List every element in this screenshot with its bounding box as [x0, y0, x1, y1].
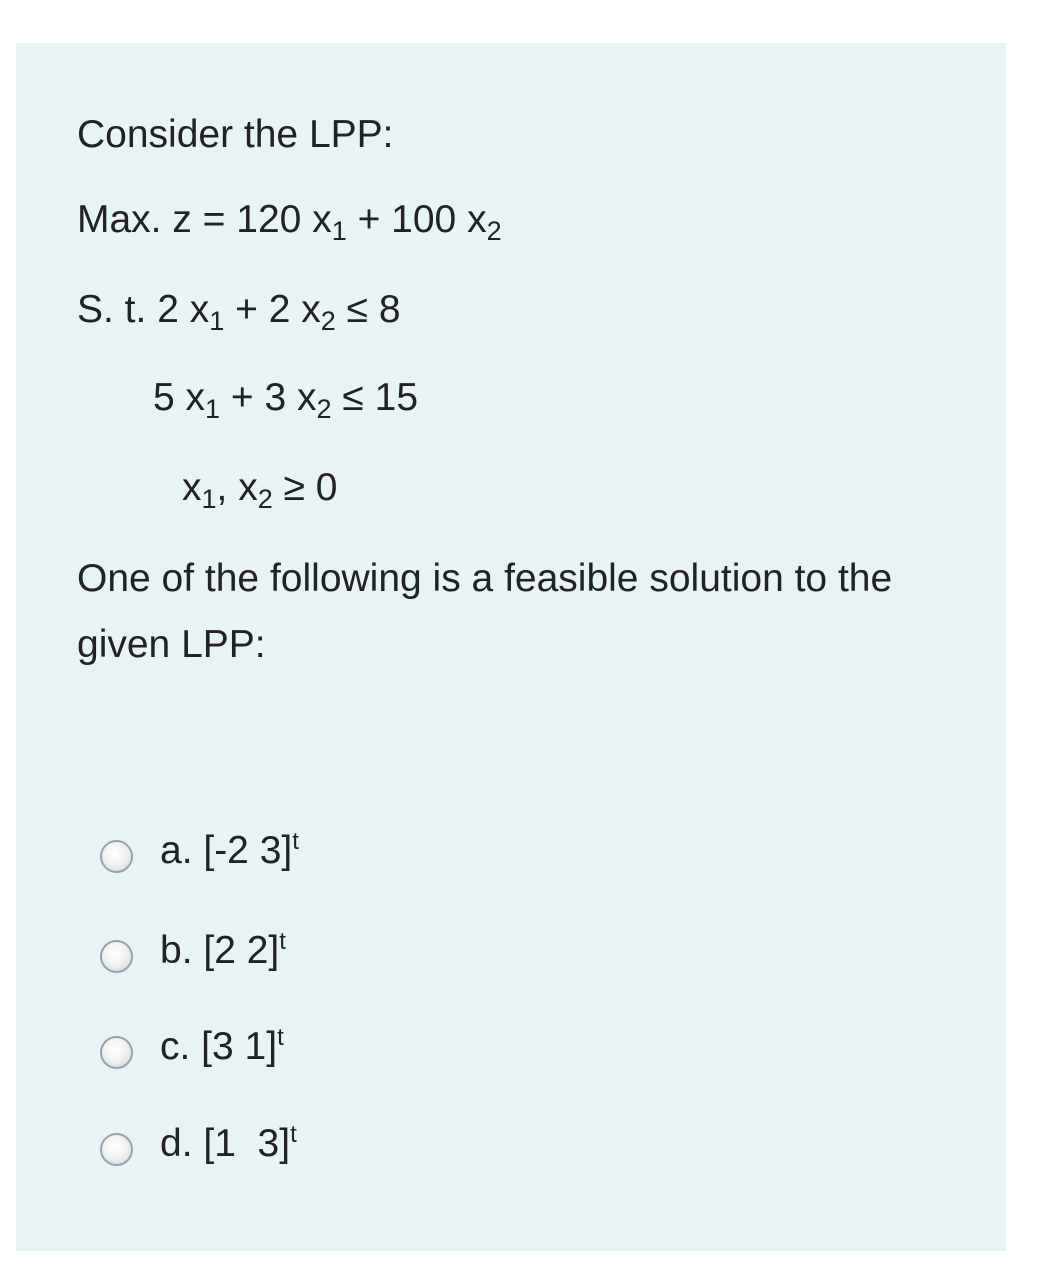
- option-b-label[interactable]: b. [2 2]$^t$: [160, 928, 286, 972]
- objective-var1: x: [312, 198, 332, 241]
- objective-function: [77, 198, 502, 246]
- option-b[interactable]: [100, 926, 286, 976]
- option-a-label[interactable]: a. [-2 3]$^t$: [160, 828, 299, 872]
- constraint1-suffix: ≤ 8: [335, 288, 401, 331]
- constraint1-var2: x: [301, 288, 321, 331]
- option-a-radio[interactable]: [100, 840, 133, 873]
- constraint-2: [153, 376, 419, 424]
- constraint2-mid: + 3: [220, 376, 298, 419]
- objective-sub1: 1: [331, 216, 347, 246]
- constraint1-mid: + 2: [224, 288, 302, 331]
- objective-var2: x: [467, 198, 487, 241]
- question-card: [16, 43, 1006, 1251]
- constraint2-prefix: 5: [153, 376, 186, 419]
- objective-sub2: 2: [486, 216, 502, 246]
- constraint3-var1: x: [182, 466, 202, 509]
- constraint2-var1: x: [185, 376, 206, 419]
- option-c-label[interactable]: c. [3 1]$^t$: [160, 1024, 284, 1068]
- constraint2-sub2: 2: [316, 394, 332, 424]
- option-d-label[interactable]: d. [1 3]$^t$: [160, 1121, 297, 1165]
- constraint3-var2: x: [238, 466, 258, 509]
- constraint2-var2: x: [297, 376, 317, 419]
- constraint3-sub2: 2: [257, 484, 273, 514]
- question-intro: Consider the LPP:: [77, 113, 394, 156]
- constraint1-prefix: S. t. 2: [77, 288, 190, 331]
- option-b-radio[interactable]: [100, 940, 133, 973]
- constraint-3: [182, 466, 338, 514]
- constraint1-sub2: 2: [320, 306, 336, 336]
- constraint3-mid: ,: [216, 466, 239, 509]
- objective-mid: + 100: [346, 198, 468, 241]
- option-a[interactable]: [100, 826, 299, 876]
- constraint2-sub1: 1: [205, 394, 221, 424]
- objective-prefix: Max. z = 120: [77, 198, 313, 241]
- constraint-1: [77, 288, 401, 336]
- question-prompt: One of the following is a feasible solution to the given LPP:: [77, 557, 893, 666]
- option-d[interactable]: [100, 1119, 297, 1169]
- constraint3-sub1: 1: [201, 484, 217, 514]
- constraint3-suffix: ≥ 0: [272, 466, 338, 509]
- option-c[interactable]: [100, 1022, 284, 1072]
- option-c-radio[interactable]: [100, 1036, 133, 1069]
- option-d-radio[interactable]: [100, 1133, 133, 1166]
- constraint1-sub1: 1: [209, 306, 225, 336]
- constraint2-suffix: ≤ 15: [331, 376, 419, 419]
- constraint1-var1: x: [189, 288, 210, 331]
